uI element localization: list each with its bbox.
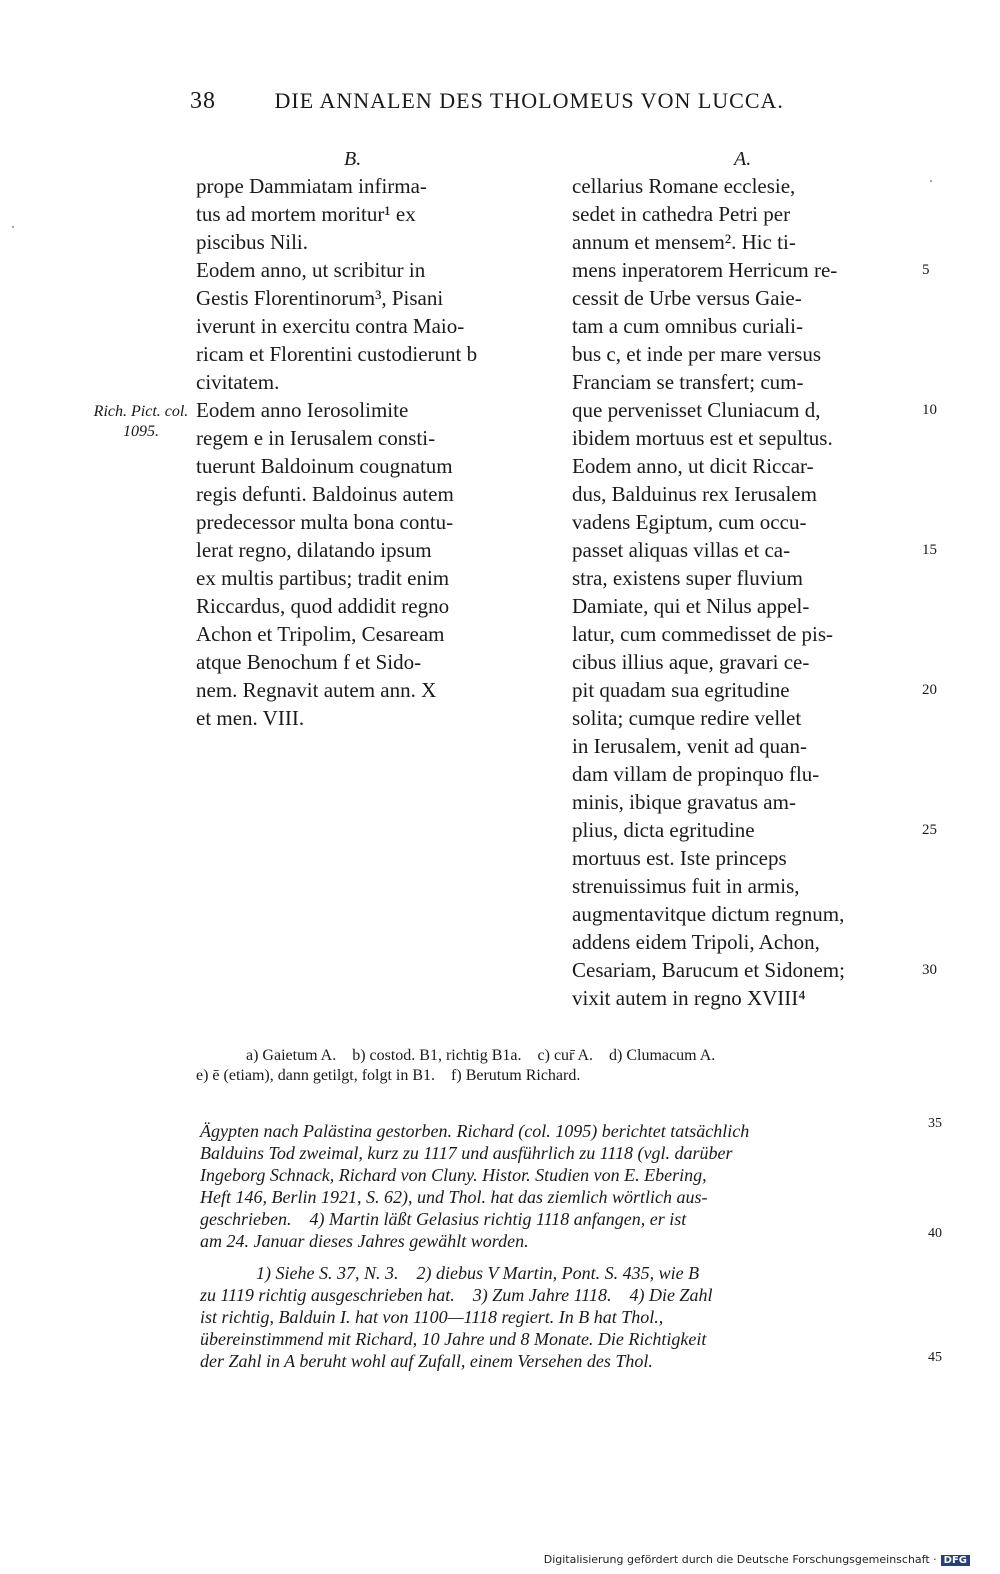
line-number: 25 (922, 822, 937, 838)
text-line: augmentavitque dictum regnum, (572, 902, 845, 926)
note-line: 1) Siehe S. 37, N. 3. 2) diebus V Martin, Pont. S. 435, wie B (256, 1263, 700, 1283)
column-b-label: B. (344, 148, 362, 170)
note-line: am 24. Januar dieses Jahres gewählt worden. (200, 1231, 529, 1251)
text-line: annum et mensem². Hic ti- (572, 230, 796, 254)
text-line: tuerunt Baldoinum cougnatum (196, 454, 453, 478)
text-line: ricam et Florentini custodierunt b (196, 342, 478, 366)
text-line: dus, Balduinus rex Ierusalem (572, 482, 817, 506)
text-line: passet aliquas villas et ca- (572, 538, 791, 562)
scan-speck (930, 180, 932, 182)
text-line: plius, dicta egritudine (572, 818, 755, 842)
note-line: Balduins Tod zweimal, kurz zu 1117 und ausführlich zu 1118 (vgl. darüber (200, 1143, 733, 1163)
text-line: vixit autem in regno XVIII⁴ (572, 986, 806, 1010)
text-line: predecessor multa bona contu- (196, 510, 454, 534)
text-line: Eodem anno Ierosolimite (196, 398, 409, 422)
line-number: 35 (928, 1116, 942, 1131)
footnote-line: e) ē (etiam), dann getilgt, folgt in B1. f) Berutum Richard. (196, 1067, 581, 1084)
text-line: Franciam se transfert; cum- (572, 370, 804, 394)
text-line: tus ad mortem moritur¹ ex (196, 202, 416, 226)
text-line: lerat regno, dilatando ipsum (196, 538, 432, 562)
text-line: regis defunti. Baldoinus autem (196, 482, 454, 506)
text-line: Cesariam, Barucum et Sidonem; (572, 958, 845, 982)
scan-speck (12, 226, 14, 228)
text-line: cibus illius aque, gravari ce- (572, 650, 810, 674)
line-number: 5 (922, 262, 930, 278)
note-line: Ingeborg Schnack, Richard von Cluny. Histor. Studien von E. Ebering, (200, 1165, 707, 1185)
note-line: übereinstimmend mit Richard, 10 Jahre und 8 Monate. Die Richtigkeit (200, 1329, 707, 1349)
text-line: Riccardus, quod addidit regno (196, 594, 450, 618)
text-line: mortuus est. Iste princeps (572, 846, 787, 870)
text-line: Eodem anno, ut dicit Riccar- (572, 454, 814, 478)
footnote-line: a) Gaietum A. b) costod. B1, richtig B1a. c) cur̄ A. d) Clumacum A. (246, 1047, 716, 1064)
note-line: Heft 146, Berlin 1921, S. 62), und Thol. hat das ziemlich wörtlich aus- (200, 1187, 708, 1207)
page-number: 38 (190, 88, 216, 114)
line-number: 40 (928, 1226, 942, 1241)
text-line: stra, existens super fluvium (572, 566, 803, 590)
dfg-logo: DFG (941, 1555, 970, 1566)
text-line: cellarius Romane ecclesie, (572, 174, 796, 198)
text-line: minis, ibique gravatus am- (572, 790, 796, 814)
line-number: 15 (922, 542, 937, 558)
note-line: zu 1119 richtig ausgeschrieben hat. 3) Zum Jahre 1118. 4) Die Zahl (200, 1285, 713, 1305)
text-line: bus c, et inde per mare versus (572, 342, 821, 366)
text-line: strenuissimus fuit in armis, (572, 874, 800, 898)
text-line: que pervenisset Cluniacum d, (572, 398, 821, 422)
text-line: sedet in cathedra Petri per (572, 202, 791, 226)
running-title: DIE ANNALEN DES THOLOMEUS VON LUCCA. (274, 88, 784, 113)
digitization-text: Digitalisierung gefördert durch die Deutsche Forschungsgemeinschaft · (543, 1553, 937, 1566)
line-number: 30 (922, 962, 937, 978)
text-line: atque Benochum f et Sido- (196, 650, 422, 674)
note-line: Ägypten nach Palästina gestorben. Richard (col. 1095) berichtet tatsächlich (200, 1121, 750, 1141)
margin-note: Rich. Pict. col. 1095. (93, 403, 189, 440)
column-a-label: A. (734, 148, 752, 170)
text-line: Achon et Tripolim, Cesaream (196, 622, 445, 646)
text-line: iverunt in exercitu contra Maio- (196, 314, 465, 338)
footnotes (196, 1046, 926, 1086)
page-header (190, 88, 930, 115)
text-line: nem. Regnavit autem ann. X (196, 678, 437, 702)
notes-paragraph-2 (200, 1262, 922, 1372)
note-line: ist richtig, Balduin I. hat von 1100—1118 regiert. In B hat Thol., (200, 1307, 664, 1327)
text-line: tam a cum omnibus curiali- (572, 314, 803, 338)
text-line: latur, cum commedisset de pis- (572, 622, 834, 646)
text-line: ex multis partibus; tradit enim (196, 566, 450, 590)
line-number: 45 (928, 1350, 942, 1365)
column-a-text (572, 172, 918, 1012)
column-b-text (196, 172, 540, 732)
line-number: 10 (922, 402, 937, 418)
text-line: civitatem. (196, 370, 280, 394)
digitization-credit (544, 1553, 970, 1566)
text-line: Damiate, qui et Nilus appel- (572, 594, 810, 618)
text-line: solita; cumque redire vellet (572, 706, 802, 730)
text-line: vadens Egiptum, cum occu- (572, 510, 807, 534)
text-line: et men. VIII. (196, 706, 305, 730)
text-line: dam villam de propinquo flu- (572, 762, 820, 786)
text-line: ibidem mortuus est et sepultus. (572, 426, 833, 450)
text-line: mens inperatorem Herricum re- (572, 258, 838, 282)
text-line: Gestis Florentinorum³, Pisani (196, 286, 444, 310)
text-line: Eodem anno, ut scribitur in (196, 258, 426, 282)
text-line: in Ierusalem, venit ad quan- (572, 734, 807, 758)
note-line: geschrieben. 4) Martin läßt Gelasius richtig 1118 anfangen, er ist (200, 1209, 687, 1229)
text-line: prope Dammiatam infirma- (196, 174, 427, 198)
note-line: der Zahl in A beruht wohl auf Zufall, einem Versehen des Thol. (200, 1351, 653, 1371)
text-line: piscibus Nili. (196, 230, 309, 254)
notes-paragraph-1 (200, 1120, 922, 1252)
text-line: pit quadam sua egritudine (572, 678, 790, 702)
text-line: regem e in Ierusalem consti- (196, 426, 436, 450)
text-line: addens eidem Tripoli, Achon, (572, 930, 820, 954)
line-number: 20 (922, 682, 937, 698)
text-line: cessit de Urbe versus Gaie- (572, 286, 802, 310)
